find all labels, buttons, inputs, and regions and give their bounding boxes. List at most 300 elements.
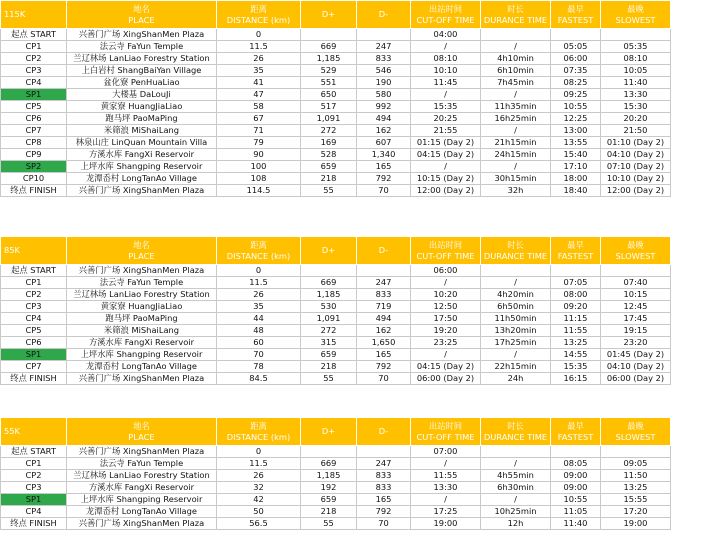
cell-distance: 78	[217, 361, 301, 373]
checkpoint-label: CP1	[1, 458, 67, 470]
cell-loss: 162	[357, 325, 411, 337]
table-row	[1, 113, 702, 125]
cell-slowest: 15:55	[601, 494, 671, 506]
cell-gain: 218	[301, 173, 357, 185]
cell-distance: 42	[217, 494, 301, 506]
race-table-85k	[0, 236, 702, 385]
checkpoint-label: 起点 START	[1, 446, 67, 458]
cell-cutoff: /	[411, 458, 481, 470]
header-slowest	[601, 1, 671, 29]
cell-distance: 84.5	[217, 373, 301, 385]
header-place	[67, 237, 217, 265]
cell-fastest: 11:05	[551, 506, 601, 518]
cell-loss: 165	[357, 349, 411, 361]
cell-loss: 247	[357, 41, 411, 53]
race-name	[1, 237, 67, 265]
cell-distance: 47	[217, 89, 301, 101]
cell-duration: 4h55min	[481, 470, 551, 482]
header-slowest	[601, 418, 671, 446]
cell-loss: 162	[357, 125, 411, 137]
header-fastest-en: FASTEST	[557, 250, 594, 261]
checkpoint-label: CP7	[1, 361, 67, 373]
cell-distance: 79	[217, 137, 301, 149]
cell-loss: 165	[357, 161, 411, 173]
cell-slowest: 13:30	[601, 89, 671, 101]
cell-place: 兴善门广场 XingShanMen Plaza	[67, 518, 217, 530]
cell-gain: 669	[301, 41, 357, 53]
cell-loss: 792	[357, 361, 411, 373]
cell-cutoff: 06:00	[411, 265, 481, 277]
header-duration	[481, 1, 551, 29]
table-row	[1, 518, 702, 530]
cell-loss: 792	[357, 506, 411, 518]
header-fastest-cn: 最早	[567, 420, 584, 431]
cell-slowest: 01:45 (Day 2)	[601, 349, 671, 361]
cell-cutoff: 23:25	[411, 337, 481, 349]
cell-loss: 70	[357, 518, 411, 530]
race-name	[1, 418, 67, 446]
cell-slowest: 20:20	[601, 113, 671, 125]
cell-duration: 21h15min	[481, 137, 551, 149]
cell-gain: 192	[301, 482, 357, 494]
cell-gain: 530	[301, 301, 357, 313]
cell-cutoff: 19:20	[411, 325, 481, 337]
cell-place: 兴善门广场 XingShanMen Plaza	[67, 185, 217, 197]
header-place-cn: 地名	[133, 3, 150, 14]
cell-slowest: 12:00 (Day 2)	[601, 185, 671, 197]
header-cutoff-cn: 出站时间	[428, 420, 463, 431]
cell-duration: 16h25min	[481, 113, 551, 125]
cell-distance: 58	[217, 101, 301, 113]
header-cutoff	[411, 418, 481, 446]
cell-gain: 272	[301, 125, 357, 137]
cell-cutoff: /	[411, 41, 481, 53]
cell-gain	[301, 265, 357, 277]
cell-distance: 70	[217, 349, 301, 361]
cell-fastest: 17:10	[551, 161, 601, 173]
checkpoint-label: CP2	[1, 470, 67, 482]
cell-duration: 24h15min	[481, 149, 551, 161]
cell-slowest: 15:30	[601, 101, 671, 113]
table-row	[1, 301, 702, 313]
cell-slowest: 09:05	[601, 458, 671, 470]
cell-loss: 792	[357, 173, 411, 185]
cell-fastest: 18:00	[551, 173, 601, 185]
cell-place: 跑马坪 PaoMaPing	[67, 113, 217, 125]
cell-loss: 833	[357, 470, 411, 482]
cell-slowest: 12:45	[601, 301, 671, 313]
header-duration-cn: 时长	[507, 3, 524, 14]
cell-place: 兴善门广场 XingShanMen Plaza	[67, 373, 217, 385]
cell-gain	[301, 29, 357, 41]
table-row	[1, 337, 702, 349]
cell-gain: 272	[301, 325, 357, 337]
header-row	[1, 418, 702, 446]
cell-fastest: 11:15	[551, 313, 601, 325]
cell-loss: 190	[357, 77, 411, 89]
cell-loss	[357, 29, 411, 41]
cell-distance: 0	[217, 446, 301, 458]
cell-place: 方溪水库 FangXi Reservoir	[67, 337, 217, 349]
cell-distance: 50	[217, 506, 301, 518]
cell-loss	[357, 446, 411, 458]
cell-gain: 551	[301, 77, 357, 89]
cell-duration: 13h20min	[481, 325, 551, 337]
table-row	[1, 373, 702, 385]
table-row	[1, 482, 702, 494]
cell-cutoff: 06:00 (Day 2)	[411, 373, 481, 385]
cell-gain: 218	[301, 506, 357, 518]
header-distance-cn: 距离	[250, 3, 267, 14]
cell-cutoff: /	[411, 349, 481, 361]
cell-duration: 7h45min	[481, 77, 551, 89]
header-duration-en: DURANCE TIME	[483, 250, 548, 261]
cell-place: 林泉山庄 LinQuan Mountain Villa	[67, 137, 217, 149]
table-row	[1, 185, 702, 197]
cell-place: 跑马坪 PaoMaPing	[67, 313, 217, 325]
checkpoint-label: CP3	[1, 65, 67, 77]
cell-duration: 17h25min	[481, 337, 551, 349]
cell-cutoff: 10:20	[411, 289, 481, 301]
cell-duration: 6h10min	[481, 65, 551, 77]
cell-distance: 41	[217, 77, 301, 89]
header-distance	[217, 237, 301, 265]
checkpoint-label: CP8	[1, 137, 67, 149]
table-row	[1, 101, 702, 113]
cell-cutoff: 19:00	[411, 518, 481, 530]
cell-gain: 1,185	[301, 470, 357, 482]
cell-fastest: 10:55	[551, 101, 601, 113]
race-name-text: 85K	[4, 245, 20, 255]
cell-slowest: 23:20	[601, 337, 671, 349]
table-row	[1, 313, 702, 325]
header-place-cn: 地名	[133, 420, 150, 431]
race-name-text: 55K	[4, 426, 20, 436]
cell-place: 龙潭岙村 LongTanAo Village	[67, 361, 217, 373]
header-slowest-cn: 最晚	[627, 3, 644, 14]
cell-distance: 35	[217, 301, 301, 313]
cell-cutoff: 10:15 (Day 2)	[411, 173, 481, 185]
cell-slowest: 13:25	[601, 482, 671, 494]
header-fastest	[551, 418, 601, 446]
table-row	[1, 361, 702, 373]
cell-fastest	[551, 446, 601, 458]
cell-gain: 659	[301, 349, 357, 361]
cell-loss: 70	[357, 185, 411, 197]
supply-point-label: SP1	[1, 89, 67, 101]
table-row	[1, 173, 702, 185]
header-fastest	[551, 237, 601, 265]
cell-place: 法云寺 FaYun Temple	[67, 277, 217, 289]
cell-duration: /	[481, 161, 551, 173]
cell-distance: 11.5	[217, 458, 301, 470]
cell-slowest: 11:40	[601, 77, 671, 89]
header-gain-text: D+	[321, 426, 336, 436]
header-gain	[301, 237, 357, 265]
header-row	[1, 237, 702, 265]
cell-duration: /	[481, 41, 551, 53]
checkpoint-label: CP5	[1, 101, 67, 113]
header-slowest-cn: 最晚	[627, 239, 644, 250]
cell-distance: 60	[217, 337, 301, 349]
cell-fastest: 09:00	[551, 482, 601, 494]
header-distance-en: DISTANCE (km)	[226, 431, 291, 442]
cell-distance: 100	[217, 161, 301, 173]
header-fastest-cn: 最早	[567, 239, 584, 250]
header-gain-text: D+	[321, 245, 336, 255]
cell-fastest: 07:35	[551, 65, 601, 77]
cell-distance: 11.5	[217, 41, 301, 53]
cell-slowest: 04:10 (Day 2)	[601, 149, 671, 161]
cell-fastest: 08:25	[551, 77, 601, 89]
cell-loss: 833	[357, 289, 411, 301]
cell-loss: 494	[357, 113, 411, 125]
cell-distance: 26	[217, 470, 301, 482]
header-slowest	[601, 237, 671, 265]
cell-cutoff: 04:15 (Day 2)	[411, 361, 481, 373]
cell-gain: 1,185	[301, 53, 357, 65]
cell-duration: 12h	[481, 518, 551, 530]
cell-distance: 26	[217, 289, 301, 301]
cell-loss: 1,340	[357, 149, 411, 161]
cell-slowest: 10:05	[601, 65, 671, 77]
table-row	[1, 137, 702, 149]
header-duration	[481, 237, 551, 265]
cell-duration: 10h25min	[481, 506, 551, 518]
header-cutoff	[411, 1, 481, 29]
cell-duration: 22h15min	[481, 361, 551, 373]
cell-place: 兴善门广场 XingShanMen Plaza	[67, 446, 217, 458]
cell-gain: 529	[301, 65, 357, 77]
cell-slowest	[601, 446, 671, 458]
cell-slowest	[601, 29, 671, 41]
table-row	[1, 349, 702, 361]
cell-loss: 1,650	[357, 337, 411, 349]
header-fastest-en: FASTEST	[557, 431, 594, 442]
cell-cutoff: 12:00 (Day 2)	[411, 185, 481, 197]
cell-duration	[481, 265, 551, 277]
cell-fastest: 09:25	[551, 89, 601, 101]
cell-loss: 494	[357, 313, 411, 325]
cell-fastest	[551, 265, 601, 277]
checkpoint-label: CP3	[1, 482, 67, 494]
header-loss	[357, 237, 411, 265]
checkpoint-label: CP4	[1, 77, 67, 89]
checkpoint-label: 终点 FINISH	[1, 373, 67, 385]
cell-distance: 0	[217, 265, 301, 277]
cell-place: 上坪水库 Shangping Reservoir	[67, 349, 217, 361]
header-distance	[217, 1, 301, 29]
cell-fastest: 15:40	[551, 149, 601, 161]
table-row	[1, 446, 702, 458]
cell-duration: 32h	[481, 185, 551, 197]
cell-duration: /	[481, 494, 551, 506]
header-loss	[357, 418, 411, 446]
cell-slowest: 11:50	[601, 470, 671, 482]
cell-place: 米筛浪 MiShaiLang	[67, 325, 217, 337]
cell-distance: 32	[217, 482, 301, 494]
cell-cutoff: 07:00	[411, 446, 481, 458]
cell-cutoff: 01:15 (Day 2)	[411, 137, 481, 149]
cell-distance: 90	[217, 149, 301, 161]
cell-slowest: 21:50	[601, 125, 671, 137]
cell-distance: 56.5	[217, 518, 301, 530]
cell-duration: 11h35min	[481, 101, 551, 113]
table-row	[1, 277, 702, 289]
table-row	[1, 29, 702, 41]
checkpoint-label: 终点 FINISH	[1, 185, 67, 197]
checkpoint-label: 起点 START	[1, 29, 67, 41]
cell-fastest: 08:00	[551, 289, 601, 301]
cell-distance: 26	[217, 53, 301, 65]
header-place	[67, 418, 217, 446]
checkpoint-label: 起点 START	[1, 265, 67, 277]
cell-gain: 659	[301, 161, 357, 173]
table-row	[1, 289, 702, 301]
cell-place: 方溪水库 FangXi Reservoir	[67, 149, 217, 161]
cell-slowest: 17:45	[601, 313, 671, 325]
header-slowest-en: SLOWEST	[615, 250, 656, 261]
header-slowest-en: SLOWEST	[615, 431, 656, 442]
cell-cutoff: 12:50	[411, 301, 481, 313]
cell-distance: 71	[217, 125, 301, 137]
header-gain	[301, 1, 357, 29]
cell-slowest: 05:35	[601, 41, 671, 53]
cell-place: 兰辽林场 LanLiao Forestry Station	[67, 470, 217, 482]
header-gain-text: D+	[321, 9, 336, 19]
cell-slowest: 10:15	[601, 289, 671, 301]
cell-loss: 719	[357, 301, 411, 313]
cell-place: 兴善门广场 XingShanMen Plaza	[67, 265, 217, 277]
cell-cutoff: 11:45	[411, 77, 481, 89]
header-cutoff-cn: 出站时间	[428, 3, 463, 14]
cell-cutoff: 17:25	[411, 506, 481, 518]
cell-duration: 4h20min	[481, 289, 551, 301]
header-duration-cn: 时长	[507, 239, 524, 250]
cell-slowest: 04:10 (Day 2)	[601, 361, 671, 373]
cell-loss: 247	[357, 458, 411, 470]
header-place	[67, 1, 217, 29]
cell-place: 兰辽林场 LanLiao Forestry Station	[67, 53, 217, 65]
cell-cutoff: /	[411, 89, 481, 101]
checkpoint-label: CP4	[1, 506, 67, 518]
cell-slowest: 06:00 (Day 2)	[601, 373, 671, 385]
cell-gain: 669	[301, 277, 357, 289]
cell-cutoff: 17:50	[411, 313, 481, 325]
cell-place: 大楼基 DaLouJi	[67, 89, 217, 101]
cell-cutoff: 21:55	[411, 125, 481, 137]
header-loss-text: D-	[378, 426, 389, 436]
cell-cutoff: 11:55	[411, 470, 481, 482]
cell-gain: 1,091	[301, 113, 357, 125]
header-fastest-cn: 最早	[567, 3, 584, 14]
cell-cutoff: /	[411, 277, 481, 289]
checkpoint-label: CP1	[1, 277, 67, 289]
cell-duration: 24h	[481, 373, 551, 385]
cell-slowest: 08:10	[601, 53, 671, 65]
header-cutoff-en: CUT-OFF TIME	[416, 250, 475, 261]
cell-loss: 546	[357, 65, 411, 77]
cell-gain: 169	[301, 137, 357, 149]
cell-place: 兰辽林场 LanLiao Forestry Station	[67, 289, 217, 301]
race-name	[1, 1, 67, 29]
cell-distance: 11.5	[217, 277, 301, 289]
header-distance-en: DISTANCE (km)	[226, 250, 291, 261]
cell-slowest: 01:10 (Day 2)	[601, 137, 671, 149]
cell-loss: 992	[357, 101, 411, 113]
cell-gain: 55	[301, 185, 357, 197]
cell-place: 方溪水库 FangXi Reservoir	[67, 482, 217, 494]
table-row	[1, 53, 702, 65]
supply-point-label: SP1	[1, 349, 67, 361]
cell-gain: 669	[301, 458, 357, 470]
header-row	[1, 1, 702, 29]
cell-cutoff: 04:00	[411, 29, 481, 41]
cell-cutoff: 10:10	[411, 65, 481, 77]
cell-loss: 70	[357, 373, 411, 385]
checkpoint-label: 终点 FINISH	[1, 518, 67, 530]
cell-gain: 55	[301, 518, 357, 530]
table-row	[1, 494, 702, 506]
cell-slowest: 19:00	[601, 518, 671, 530]
cell-duration: /	[481, 125, 551, 137]
header-distance-en: DISTANCE (km)	[226, 14, 291, 25]
header-duration	[481, 418, 551, 446]
cell-place: 上坪水库 Shangping Reservoir	[67, 494, 217, 506]
race-table-55k	[0, 417, 702, 530]
table-row	[1, 506, 702, 518]
cell-gain: 1,185	[301, 289, 357, 301]
cell-cutoff: /	[411, 494, 481, 506]
header-fastest	[551, 1, 601, 29]
cell-place: 黄家寮 HuangJiaLiao	[67, 101, 217, 113]
cell-cutoff: 13:30	[411, 482, 481, 494]
checkpoint-label: CP5	[1, 325, 67, 337]
cell-fastest: 05:05	[551, 41, 601, 53]
cell-slowest	[601, 265, 671, 277]
cell-gain: 517	[301, 101, 357, 113]
cell-place: 米筛浪 MiShaiLang	[67, 125, 217, 137]
checkpoint-label: CP1	[1, 41, 67, 53]
cell-gain: 55	[301, 373, 357, 385]
header-slowest-cn: 最晚	[627, 420, 644, 431]
cell-fastest: 11:40	[551, 518, 601, 530]
checkpoint-label: CP2	[1, 53, 67, 65]
cell-slowest: 10:10 (Day 2)	[601, 173, 671, 185]
cell-fastest: 08:05	[551, 458, 601, 470]
cell-slowest: 17:20	[601, 506, 671, 518]
cell-fastest: 10:55	[551, 494, 601, 506]
table-row	[1, 89, 702, 101]
cell-loss	[357, 265, 411, 277]
table-row	[1, 41, 702, 53]
cell-gain: 650	[301, 89, 357, 101]
cell-duration: /	[481, 277, 551, 289]
cell-loss: 247	[357, 277, 411, 289]
cell-fastest: 14:55	[551, 349, 601, 361]
checkpoint-label: CP7	[1, 125, 67, 137]
header-gain	[301, 418, 357, 446]
cell-fastest: 18:40	[551, 185, 601, 197]
cell-distance: 0	[217, 29, 301, 41]
cell-gain: 315	[301, 337, 357, 349]
table-row	[1, 125, 702, 137]
cell-fastest: 15:35	[551, 361, 601, 373]
cell-cutoff: /	[411, 161, 481, 173]
header-duration-en: DURANCE TIME	[483, 431, 548, 442]
checkpoint-label: CP6	[1, 337, 67, 349]
header-place-cn: 地名	[133, 239, 150, 250]
